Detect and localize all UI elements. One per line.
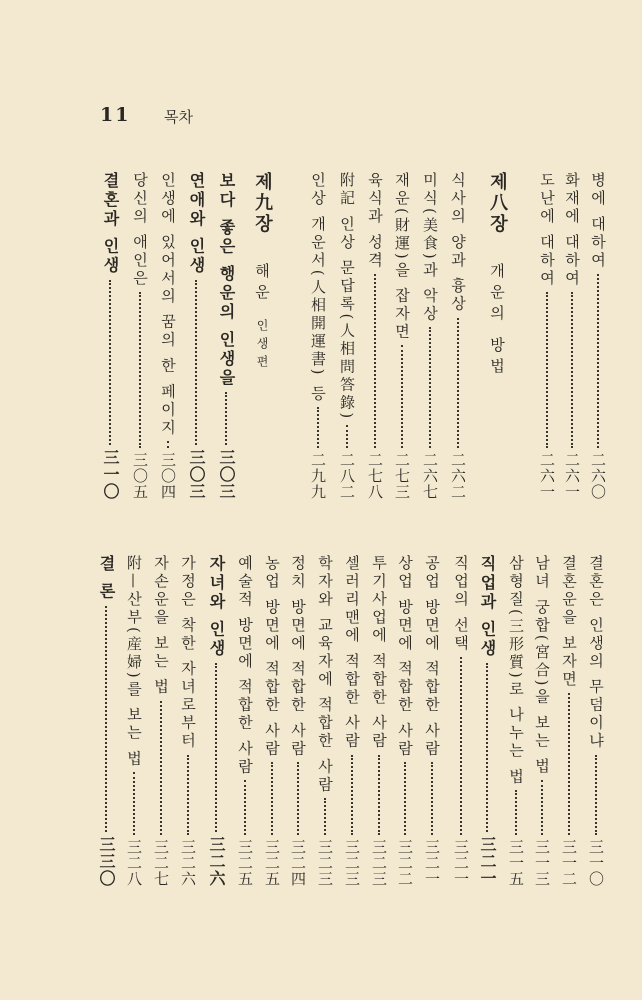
entry-page-number: 三二六 — [207, 836, 226, 887]
toc-entry — [446, 172, 470, 500]
dot-leader — [105, 606, 107, 832]
entry-page-number: 三一〇 — [101, 449, 120, 500]
entry-title: 보다 좋은 행운의 인생을 — [217, 172, 236, 388]
toc-entry — [363, 172, 387, 500]
entry-page-number: 二八二 — [338, 452, 356, 500]
entry-page-number: 三二一 — [423, 839, 441, 887]
toc-entry — [122, 555, 146, 887]
dot-leader — [546, 292, 548, 448]
entry-page-number: 二六〇 — [589, 452, 607, 500]
entry-title: 附記 인상 문답록(人相問答錄) — [338, 172, 356, 422]
entry-page-number: 三二四 — [289, 839, 307, 887]
entry-page-number: 三二一 — [478, 836, 497, 887]
dot-leader — [374, 274, 376, 448]
entry-title: 미식(美食)과 악상 — [421, 172, 439, 324]
entry-title: 삼형질(三形質)로 나누는 법 — [507, 555, 525, 787]
chapter-heading — [250, 172, 274, 500]
toc-entry — [128, 172, 152, 500]
entry-page-number: 二六七 — [421, 452, 439, 500]
dot-leader — [460, 657, 462, 835]
toc-entry — [586, 172, 610, 500]
entry-page-number: 三一三 — [533, 839, 551, 887]
dot-leader — [429, 327, 431, 448]
toc-entry — [98, 172, 122, 500]
entry-title: 인상 개운서(人相開運書) 등 — [309, 172, 327, 404]
entry-title: 자손운을 보는 법 — [152, 555, 170, 697]
toc-entry — [214, 172, 238, 500]
toc-entry — [335, 172, 359, 500]
dot-leader — [271, 762, 273, 835]
entry-title: 화재에 대하여 — [563, 172, 581, 288]
page-title: 목차 — [164, 108, 193, 126]
toc-entry — [504, 555, 528, 887]
entry-page-number: 三一〇 — [587, 839, 605, 887]
dot-leader — [351, 755, 353, 835]
entry-page-number: 三二五 — [263, 839, 281, 887]
entry-page-number: 三二三 — [343, 839, 361, 887]
dot-leader — [541, 780, 543, 835]
entry-title: 상업 방면에 적합한 사람 — [396, 555, 414, 759]
toc-entry — [286, 555, 310, 887]
chapter-number: 제九장 — [252, 172, 273, 235]
entry-page-number: 二六一 — [563, 452, 581, 500]
dot-leader — [187, 755, 189, 835]
entry-title: 결 론 — [97, 555, 116, 602]
toc-entry — [449, 555, 473, 887]
toc-entry — [557, 555, 581, 887]
entry-title: 연애와 인생 — [187, 172, 206, 276]
dot-leader — [378, 755, 380, 835]
toc-entry — [233, 555, 257, 887]
dot-leader — [571, 292, 573, 448]
toc-entry — [204, 555, 228, 887]
entry-title: 식사의 양과 흉상 — [449, 172, 467, 314]
dot-leader — [244, 780, 246, 835]
chapter-number: 제八장 — [487, 172, 508, 235]
entry-title: 정치 방면에 적합한 사람 — [289, 555, 307, 759]
entry-page-number: 三二七 — [152, 839, 170, 887]
entry-page-number: 三二三 — [370, 839, 388, 887]
entry-page-number: 三二五 — [236, 839, 254, 887]
entry-title: 직업과 인생 — [478, 555, 497, 659]
toc-entry — [475, 555, 499, 887]
toc-entry — [184, 172, 208, 500]
chapter-title-suffix: 인생편 — [255, 319, 269, 373]
toc-entry — [94, 555, 118, 887]
chapter-title: 개운의 방법 — [488, 263, 506, 379]
dot-leader — [139, 292, 141, 448]
entry-title: 인생에 있어서의 꿈의 한 페이지 — [159, 172, 177, 438]
toc-entry — [306, 172, 330, 500]
dot-leader — [346, 425, 348, 448]
chapter-heading — [485, 172, 509, 500]
entry-title: 당신의 애인은 — [131, 172, 149, 288]
toc-entry — [340, 555, 364, 887]
entry-page-number: 三一二 — [560, 839, 578, 887]
entry-page-number: 三〇五 — [131, 452, 149, 500]
dot-leader — [297, 762, 299, 835]
toc-entry — [530, 555, 554, 887]
entry-title: 병에 대하여 — [589, 172, 607, 270]
toc-entry — [418, 172, 442, 500]
dot-leader — [160, 701, 162, 835]
entry-page-number: 三〇四 — [159, 452, 177, 500]
dot-leader — [401, 345, 403, 448]
entry-page-number: 三二六 — [179, 839, 197, 887]
dot-leader — [431, 762, 433, 835]
toc-entry — [149, 555, 173, 887]
dot-leader — [595, 755, 597, 835]
dot-leader — [225, 392, 227, 445]
page-number: 11 — [100, 104, 131, 126]
entry-page-number: 二六二 — [449, 452, 467, 500]
entry-title: 농업 방면에 적합한 사람 — [263, 555, 281, 759]
toc-entry — [393, 555, 417, 887]
entry-page-number: 三〇三 — [217, 449, 236, 500]
entry-title: 투기사업에 적합한 사람 — [370, 555, 388, 751]
entry-page-number: 三二八 — [125, 839, 143, 887]
entry-title: 자녀와 인생 — [207, 555, 226, 659]
entry-page-number: 三二二 — [396, 839, 414, 887]
entry-title: 셀러리맨에 적합한 사람 — [343, 555, 361, 751]
entry-page-number: 三一五 — [507, 839, 525, 887]
dot-leader — [195, 280, 197, 445]
entry-page-number: 二六一 — [538, 452, 556, 500]
toc-entry — [535, 172, 559, 500]
toc-entry — [260, 555, 284, 887]
dot-leader — [167, 441, 169, 448]
entry-page-number: 三二三 — [316, 839, 334, 887]
entry-title: 附—산부(産婦)를 보는 법 — [125, 555, 143, 769]
entry-page-number: 三〇三 — [187, 449, 206, 500]
entry-title: 결혼은 인생의 무덤이냐 — [587, 555, 605, 751]
entry-title: 가정은 착한 자녀로부터 — [179, 555, 197, 751]
chapter-title: 해운 — [253, 263, 271, 305]
dot-leader — [133, 772, 135, 835]
entry-title: 공업 방면에 적합한 사람 — [423, 555, 441, 759]
toc-entry — [176, 555, 200, 887]
entry-page-number: 二七三 — [393, 452, 411, 500]
dot-leader — [404, 762, 406, 835]
dot-leader — [317, 407, 319, 448]
entry-page-number: 二九九 — [309, 452, 327, 500]
toc-entry — [367, 555, 391, 887]
toc-entry — [560, 172, 584, 500]
entry-title: 학자와 교육자에 적합한 사람 — [316, 555, 334, 795]
dot-leader — [324, 798, 326, 835]
dot-leader — [486, 663, 488, 832]
dot-leader — [568, 693, 570, 835]
toc-entry — [390, 172, 414, 500]
entry-title: 예술적 방면에 적합한 사람 — [236, 555, 254, 777]
entry-title: 육식과 성격 — [366, 172, 384, 270]
entry-title: 도난에 대하여 — [538, 172, 556, 288]
entry-title: 직업의 선택 — [452, 555, 470, 653]
toc-entry — [420, 555, 444, 887]
dot-leader — [457, 318, 459, 448]
dot-leader — [597, 274, 599, 448]
dot-leader — [215, 663, 217, 832]
dot-leader — [515, 790, 517, 835]
entry-page-number: 三三〇 — [97, 836, 116, 887]
entry-title: 재운(財運)을 잡자면 — [393, 172, 411, 342]
toc-entry — [584, 555, 608, 887]
toc-entry — [313, 555, 337, 887]
entry-title: 남녀 궁합(宮合)을 보는 법 — [533, 555, 551, 777]
dot-leader — [109, 280, 111, 445]
entry-page-number: 三二一 — [452, 839, 470, 887]
toc-entry — [156, 172, 180, 500]
entry-page-number: 二七八 — [366, 452, 384, 500]
entry-title: 결혼과 인생 — [101, 172, 120, 276]
entry-title: 결혼운을 보자면 — [560, 555, 578, 689]
